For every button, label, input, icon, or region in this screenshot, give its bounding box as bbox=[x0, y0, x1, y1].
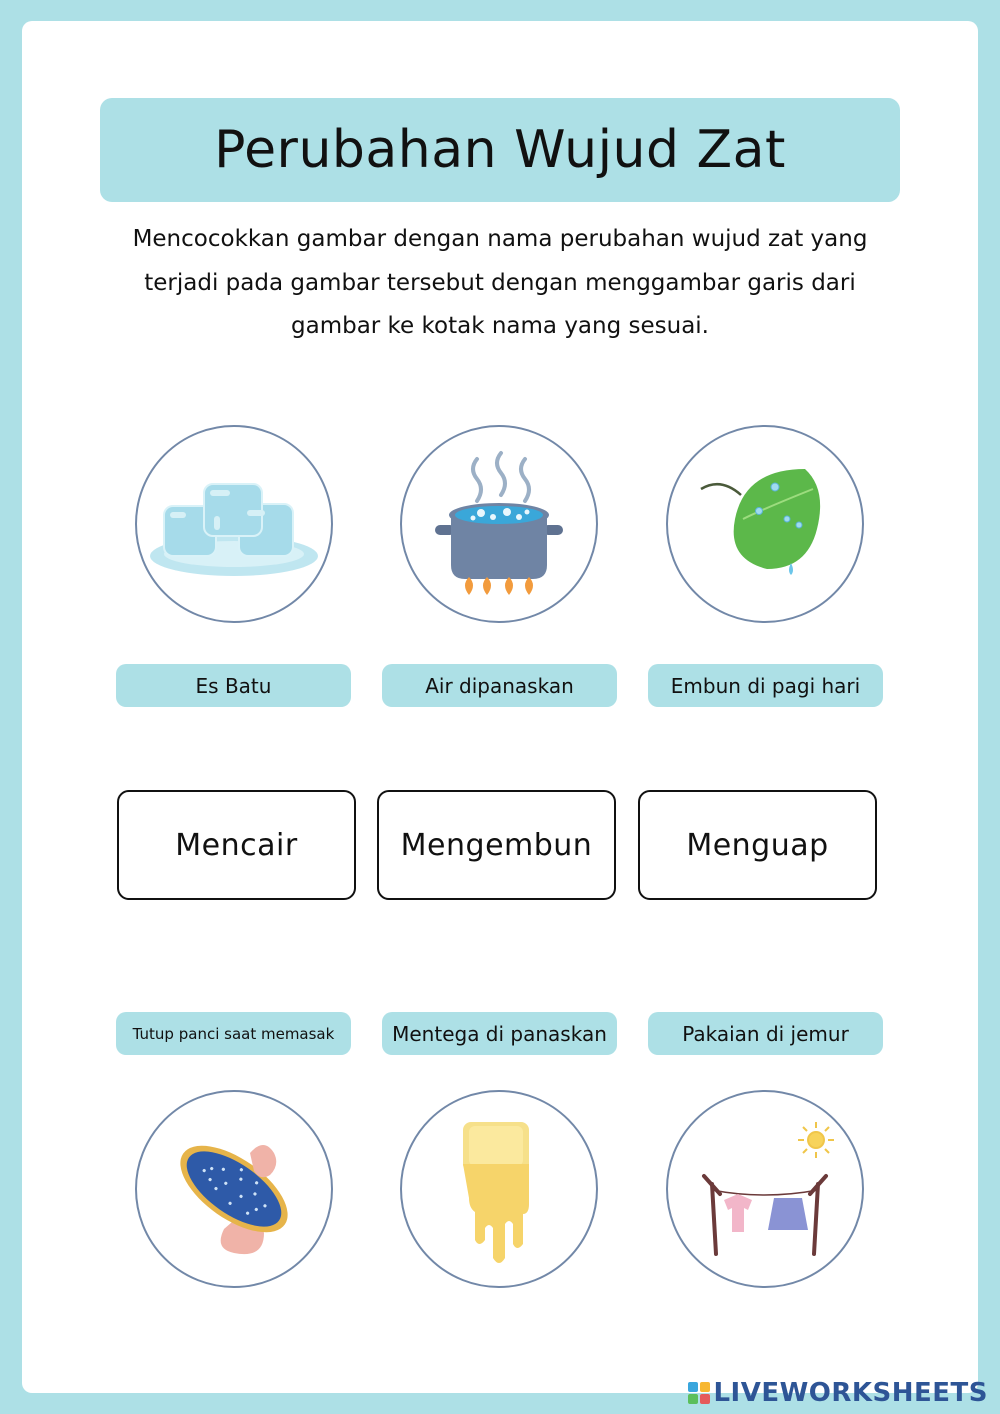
label-pot-lid: Tutup panci saat memasak bbox=[116, 1012, 351, 1055]
brand-logo bbox=[688, 1380, 988, 1406]
ice-cubes-icon bbox=[144, 464, 324, 584]
melting-butter-icon bbox=[449, 1114, 549, 1264]
title-banner bbox=[100, 98, 900, 202]
picture-clothesline[interactable] bbox=[666, 1090, 864, 1288]
label-boiling-water: Air dipanaskan bbox=[382, 664, 617, 707]
boiling-pot-icon bbox=[429, 449, 569, 599]
brand-name: LIVEWORKSHEETS bbox=[713, 1378, 988, 1408]
label-morning-dew: Embun di pagi hari bbox=[648, 664, 883, 707]
label-ice-cubes: Es Batu bbox=[116, 664, 351, 707]
label-melting-butter: Mentega di panaskan bbox=[382, 1012, 617, 1055]
clothesline-icon bbox=[690, 1114, 840, 1264]
dewy-leaf-icon bbox=[695, 459, 835, 589]
answer-box-menguap[interactable]: Menguap bbox=[638, 790, 877, 900]
picture-pot-lid[interactable] bbox=[135, 1090, 333, 1288]
label-drying-clothes: Pakaian di jemur bbox=[648, 1012, 883, 1055]
page-title: Perubahan Wujud Zat bbox=[214, 120, 786, 180]
pot-lid-icon bbox=[164, 1119, 304, 1259]
picture-dewy-leaf[interactable] bbox=[666, 425, 864, 623]
picture-boiling-pot[interactable] bbox=[400, 425, 598, 623]
answer-box-mengembun[interactable]: Mengembun bbox=[377, 790, 616, 900]
brand-blocks-icon bbox=[688, 1382, 710, 1404]
instructions-text: Mencocokkan gambar dengan nama perubahan wujud zat yang terjadi pada gambar tersebut dengan menggambar garis dari gambar ke kotak nama yang sesuai. bbox=[132, 226, 868, 339]
picture-melting-butter[interactable] bbox=[400, 1090, 598, 1288]
picture-ice-cubes[interactable] bbox=[135, 425, 333, 623]
answer-box-mencair[interactable]: Mencair bbox=[117, 790, 356, 900]
